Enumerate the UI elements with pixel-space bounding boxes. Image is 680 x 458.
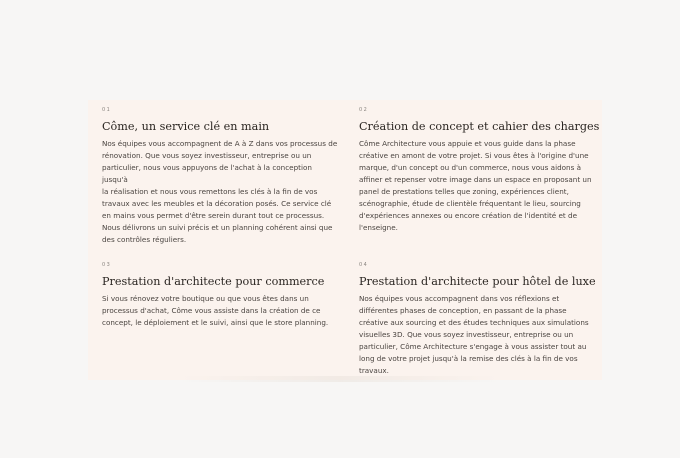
service-card-hotel xyxy=(359,261,595,377)
service-number: 01 xyxy=(102,107,112,113)
service-number: 02 xyxy=(359,107,369,113)
description-line: processus d'achat, Côme vous assiste dans la création de ce xyxy=(102,306,321,315)
description-line: visuelles 3D. Que vous soyez investisseur, entreprise ou un xyxy=(359,330,574,339)
service-title: Côme, un service clé en main xyxy=(102,120,270,133)
description-line: particulier, Côme Architecture s'engage à vous assister tout au xyxy=(359,342,587,351)
service-title: Prestation d'architecte pour hôtel de luxe xyxy=(359,275,596,288)
service-description xyxy=(102,138,338,246)
service-description xyxy=(359,138,595,234)
description-line: créative en amont de votre projet. Si vous êtes à l'origine d'une xyxy=(359,151,589,160)
description-line: en mains vous permet d'être serein durant tout ce processus. xyxy=(102,211,325,220)
description-line: travaux. xyxy=(359,366,389,375)
description-line: des contrôles réguliers. xyxy=(102,235,187,244)
service-description xyxy=(102,293,338,329)
description-line: long de votre projet jusqu'à la remise des clés à la fin de vos xyxy=(359,354,578,363)
description-line: la réalisation et nous vous remettons les clés à la fin de vos xyxy=(102,187,318,196)
description-line: Si vous rénovez votre boutique ou que vous êtes dans un xyxy=(102,294,309,303)
description-line: Nous délivrons un suivi précis et un planning cohérent ainsi que xyxy=(102,223,333,232)
service-description xyxy=(359,293,595,377)
description-line: particulier, nous vous appuyons de l'achat à la conception jusqu'à xyxy=(102,163,312,184)
description-line: travaux avec les meubles et la décoration posés. Ce service clé xyxy=(102,199,332,208)
description-line: créative aux sourcing et des études techniques aux simulations xyxy=(359,318,589,327)
service-number: 04 xyxy=(359,262,369,268)
description-line: d'expériences annexes ou encore création de l'identité et de xyxy=(359,211,578,220)
description-line: différentes phases de conception, en passant de la phase xyxy=(359,306,567,315)
description-line: affiner et repenser votre image dans un espace en proposant un xyxy=(359,175,592,184)
description-line: panel de prestations telles que zoning, expériences client, xyxy=(359,187,569,196)
service-card-retail xyxy=(102,261,338,329)
description-line: concept, le déploiement et le suivi, ainsi que le store planning. xyxy=(102,318,329,327)
service-card-concept xyxy=(359,106,600,234)
service-title: Création de concept et cahier des charges xyxy=(359,120,600,133)
service-card-turnkey xyxy=(102,106,338,246)
description-line: rénovation. Que vous soyez investisseur, entreprise ou un xyxy=(102,151,312,160)
panel-bottom-shadow xyxy=(180,376,500,382)
description-line: Nos équipes vous accompagnent de A à Z dans vos processus de xyxy=(102,139,338,148)
service-title: Prestation d'architecte pour commerce xyxy=(102,275,325,288)
description-line: Nos équipes vous accompagnent dans vos réflexions et xyxy=(359,294,560,303)
description-line: Côme Architecture vous appuie et vous guide dans la phase xyxy=(359,139,576,148)
description-line: scénographie, étude de clientèle fréquentant le lieu, sourcing xyxy=(359,199,581,208)
description-line: marque, d'un concept ou d'un commerce, nous vous aidons à xyxy=(359,163,582,172)
description-line: l'enseigne. xyxy=(359,223,398,232)
service-number: 03 xyxy=(102,262,112,268)
